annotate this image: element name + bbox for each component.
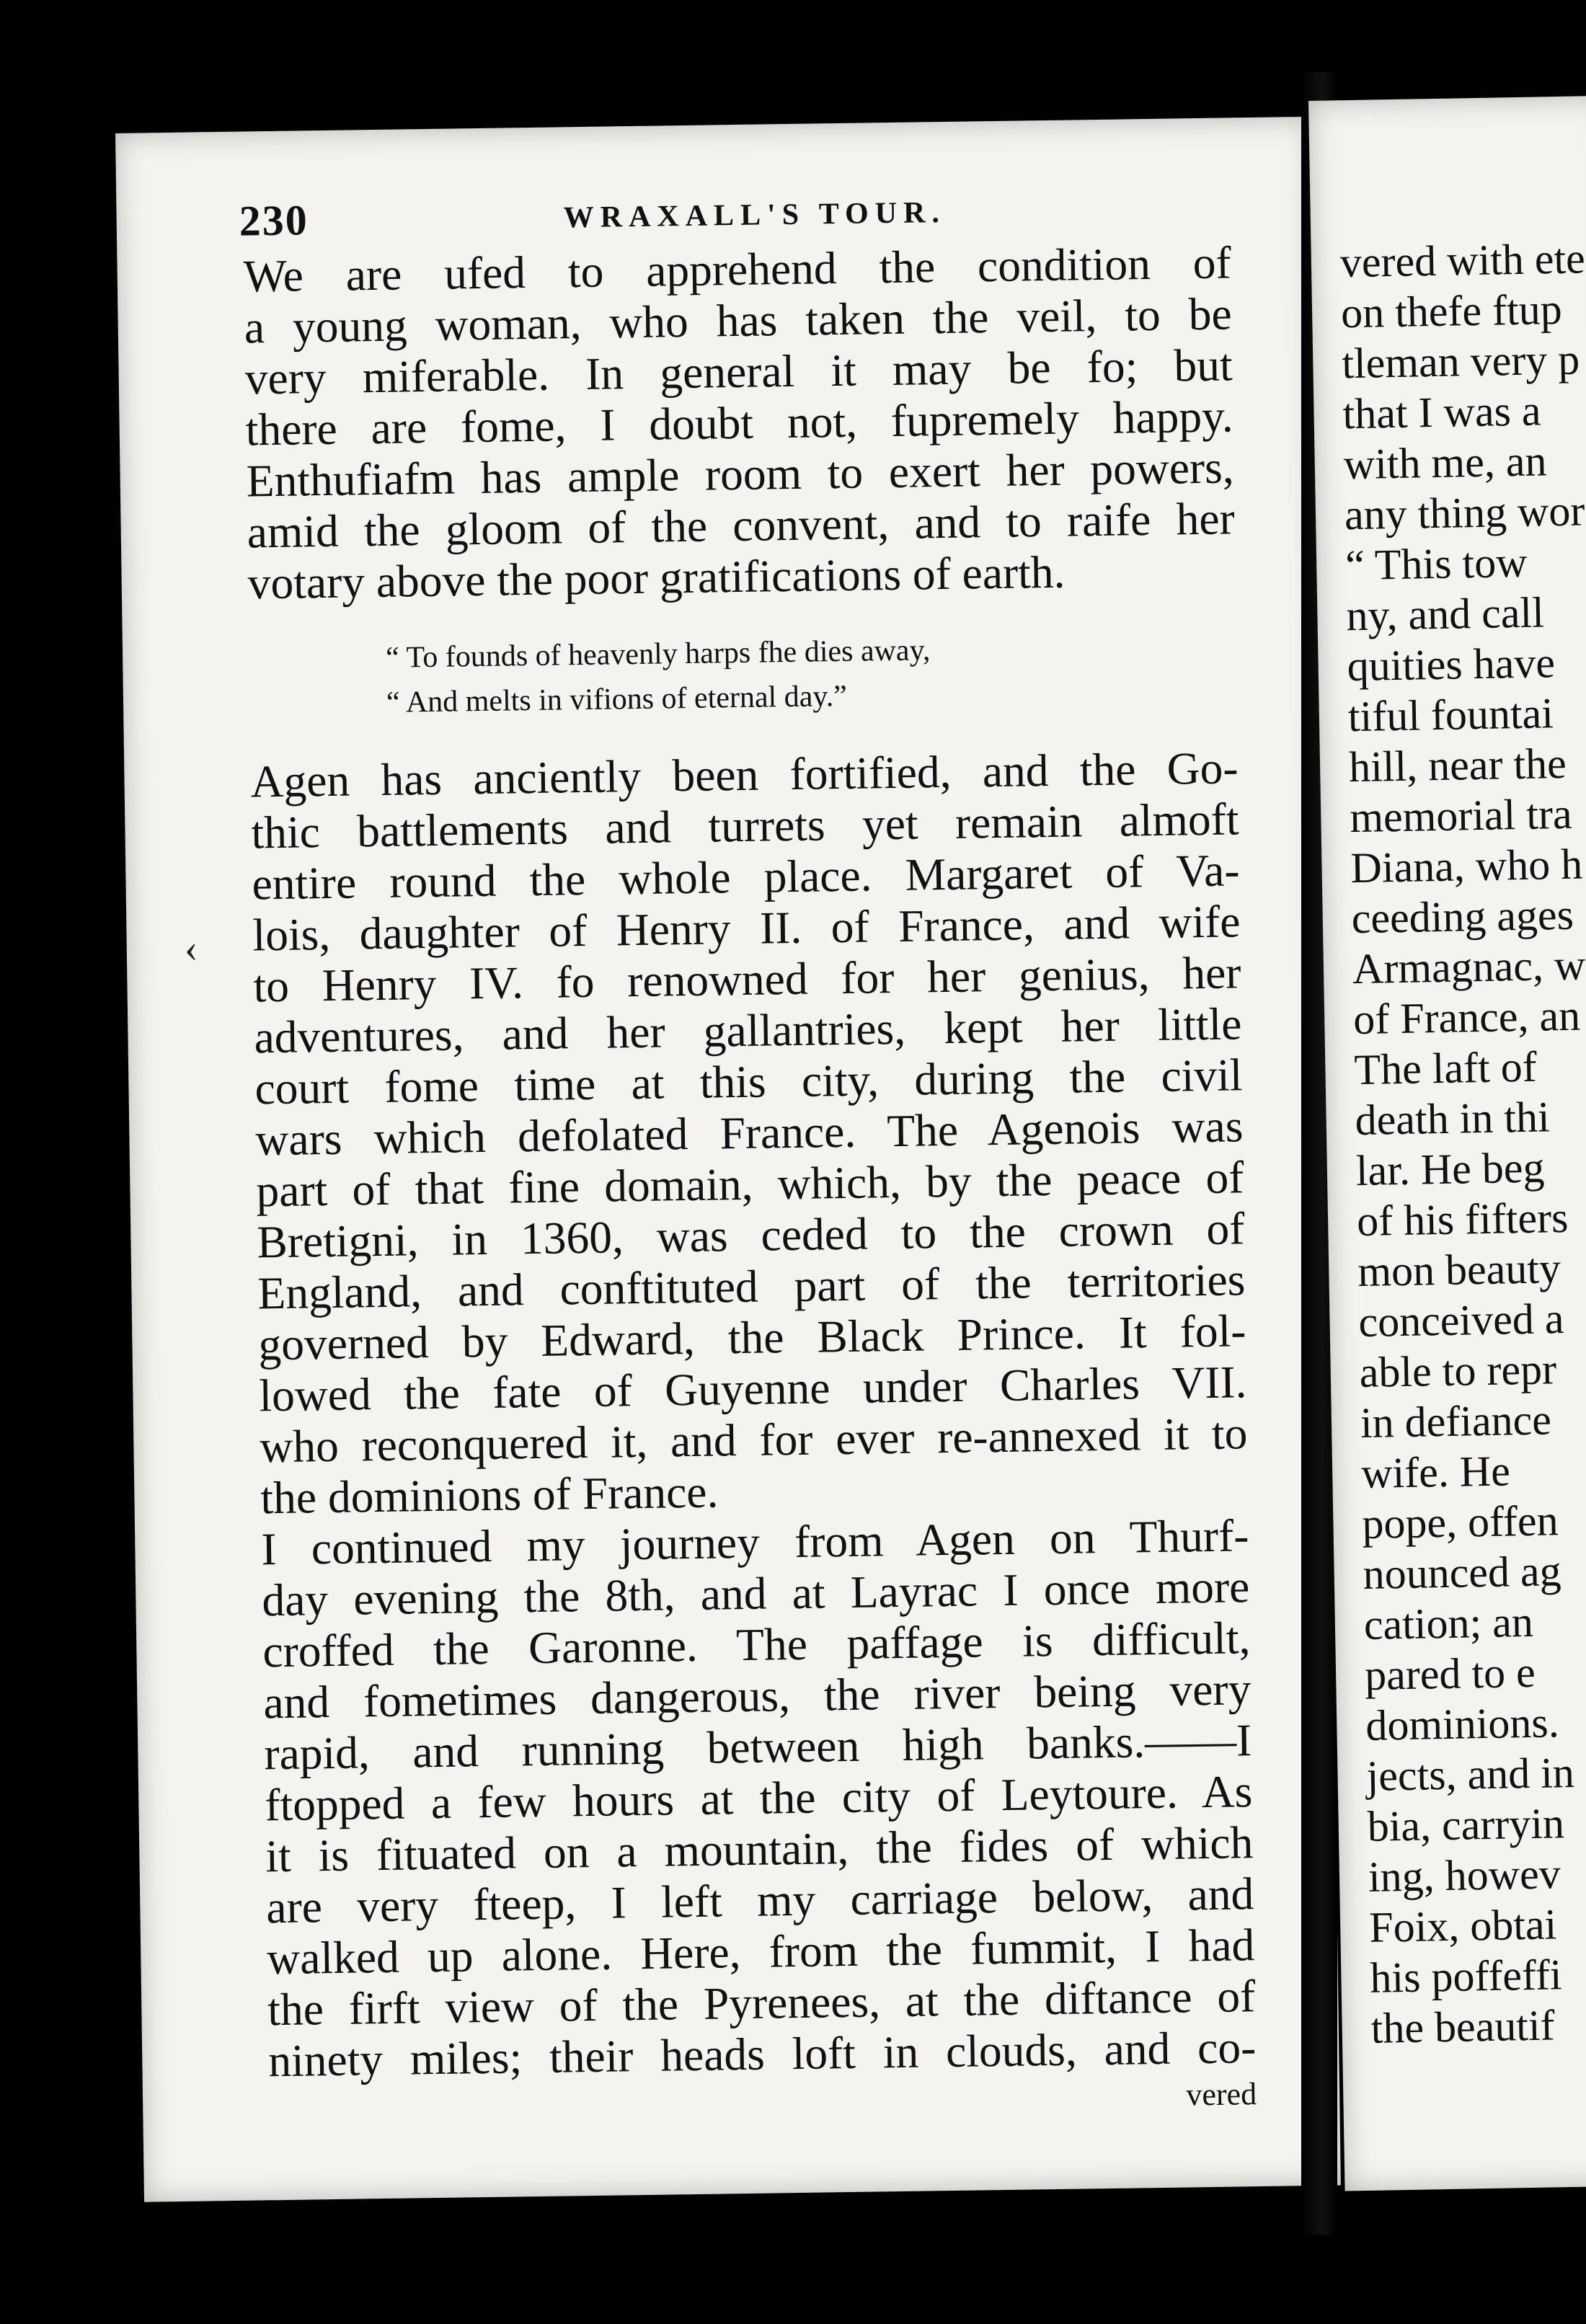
text-line: in defiance	[1360, 1396, 1552, 1447]
text-line: entire round the whole place. Margaret of Va-	[252, 844, 1240, 910]
text-line: his poffeffi	[1369, 1951, 1563, 2002]
text-line: dominions.	[1365, 1698, 1560, 1749]
text-line: ftopped a few hours at the city of Leytoure. As	[264, 1765, 1253, 1831]
right-page-body	[1339, 230, 1586, 2054]
text-line: pared to e	[1364, 1648, 1536, 1699]
text-line: I continued my journey from Agen on Thurf-	[260, 1509, 1249, 1575]
paragraph-2	[250, 742, 1249, 1523]
text-line: pope, offen	[1361, 1496, 1559, 1548]
text-line: there are fome, I doubt not, fupremely happy.	[245, 390, 1234, 456]
text-line: that I was a	[1342, 386, 1542, 438]
text-line: the firft view of the Pyrenees, at the diftance of	[267, 1970, 1256, 2036]
text-line: Bretigni, in 1360, was ceded to the crown of	[256, 1202, 1245, 1268]
paragraph-1	[243, 236, 1236, 608]
text-line: bia, carryin	[1367, 1799, 1565, 1850]
text-line: hill, near the	[1348, 739, 1567, 791]
text-line: votary above the poor gratifications of earth.	[247, 546, 1066, 609]
text-line: Enthufiafm has ample room to exert her powers,	[246, 441, 1235, 507]
text-line: ceeding ages	[1351, 890, 1574, 943]
verse-line: “ And melts in vifions of eternal day.”	[386, 679, 848, 719]
text-line: Foix, obtai	[1368, 1900, 1557, 1951]
verse-quotation	[249, 624, 1238, 727]
text-line: Armagnac, w	[1352, 941, 1586, 993]
text-line: part of that fine domain, which, by the peace of	[256, 1151, 1244, 1217]
running-head	[239, 182, 1256, 247]
text-line: the beautif	[1370, 2001, 1556, 2052]
text-line: who reconquered it, and for ever re-annexed it to	[259, 1407, 1248, 1473]
text-line: Diana, who h	[1350, 840, 1583, 892]
text-line: death in thi	[1355, 1093, 1551, 1145]
running-head-title: WRAXALL'S TOUR.	[563, 195, 947, 235]
text-line: lowed the fate of Guyenne under Charles VII.	[258, 1356, 1247, 1422]
text-line: court fome time at this city, during the civil	[254, 1049, 1243, 1114]
text-line: are very fteep, I left my carriage below, and	[265, 1868, 1254, 1933]
text-line: a young woman, who has taken the veil, to be	[244, 288, 1233, 353]
text-line: lar. He beg	[1355, 1143, 1546, 1195]
verse-line: “ To founds of heavenly harps fhe dies away,	[385, 634, 931, 675]
page-body	[243, 236, 1257, 2129]
text-line: of his fifters	[1356, 1193, 1569, 1246]
text-line: day evening the 8th, and at Layrac I once more	[261, 1561, 1250, 1626]
text-line: it is fituated on a mountain, the fides of which	[265, 1817, 1254, 1882]
text-line: ing, howev	[1368, 1850, 1561, 1901]
text-line: rapid, and running between high banks.——I	[263, 1714, 1252, 1780]
text-line: memorial tra	[1349, 789, 1573, 842]
text-line: tiful fountai	[1347, 689, 1554, 741]
paragraph-3	[261, 1509, 1257, 2086]
text-line: croffed the Garonne. The paffage is difficult,	[262, 1612, 1251, 1677]
text-line: wars which defolated France. The Agenois was	[255, 1100, 1244, 1166]
text-line: the dominions of France.	[260, 1465, 719, 1524]
text-line: any thing wor	[1344, 487, 1585, 539]
right-book-page	[1308, 96, 1586, 2191]
text-line: amid the gloom of the convent, and to raife her	[247, 492, 1236, 558]
text-line: walked up alone. Here, from the fummit, I had	[266, 1919, 1255, 1984]
text-line: quities have	[1347, 639, 1556, 691]
text-line: cation; an	[1363, 1597, 1534, 1649]
text-line: lois, daughter of Henry II. of France, and wife	[252, 895, 1241, 961]
text-line: with me, an	[1343, 437, 1547, 489]
text-line: of France, an	[1352, 991, 1581, 1044]
text-line: nounced ag	[1363, 1547, 1562, 1598]
text-line: ny, and call	[1345, 588, 1545, 640]
text-line: jects, and in	[1365, 1748, 1575, 1800]
text-line: “ This tow	[1344, 538, 1528, 590]
text-line: to Henry IV. fo renowned for her genius, her	[253, 946, 1241, 1012]
text-line: We are ufed to apprehend the condition of	[243, 236, 1232, 302]
text-line: ninety miles; their heads loft in clouds, and co-	[267, 2021, 1257, 2087]
text-line: wife. He	[1360, 1447, 1511, 1498]
page-number: 230	[239, 196, 309, 245]
catchword: vered	[1186, 2076, 1257, 2113]
text-line: thic battlements and turrets yet remain almoft	[251, 793, 1239, 859]
text-line: able to repr	[1359, 1345, 1557, 1397]
text-line: tleman very p	[1341, 335, 1580, 388]
text-line: vered with ete	[1339, 234, 1586, 287]
text-line: adventures, and her gallantries, kept her little	[254, 998, 1242, 1063]
text-line: very miferable. In general it may be fo; but	[244, 339, 1233, 404]
text-line: The laft of	[1353, 1042, 1538, 1094]
text-line: and fometimes dangerous, the river being very	[262, 1663, 1251, 1729]
text-line: England, and conftituted part of the territories	[257, 1254, 1246, 1319]
text-line: governed by Edward, the Black Prince. It fol-	[257, 1305, 1246, 1370]
text-line: mon beauty	[1357, 1244, 1561, 1296]
text-line: conceived a	[1357, 1295, 1564, 1347]
left-book-page	[115, 117, 1341, 2202]
margin-mark: ‹	[184, 926, 198, 971]
text-line: Agen has anciently been fortified, and the Go-	[250, 742, 1239, 807]
text-line: on thefe ftup	[1340, 285, 1563, 337]
